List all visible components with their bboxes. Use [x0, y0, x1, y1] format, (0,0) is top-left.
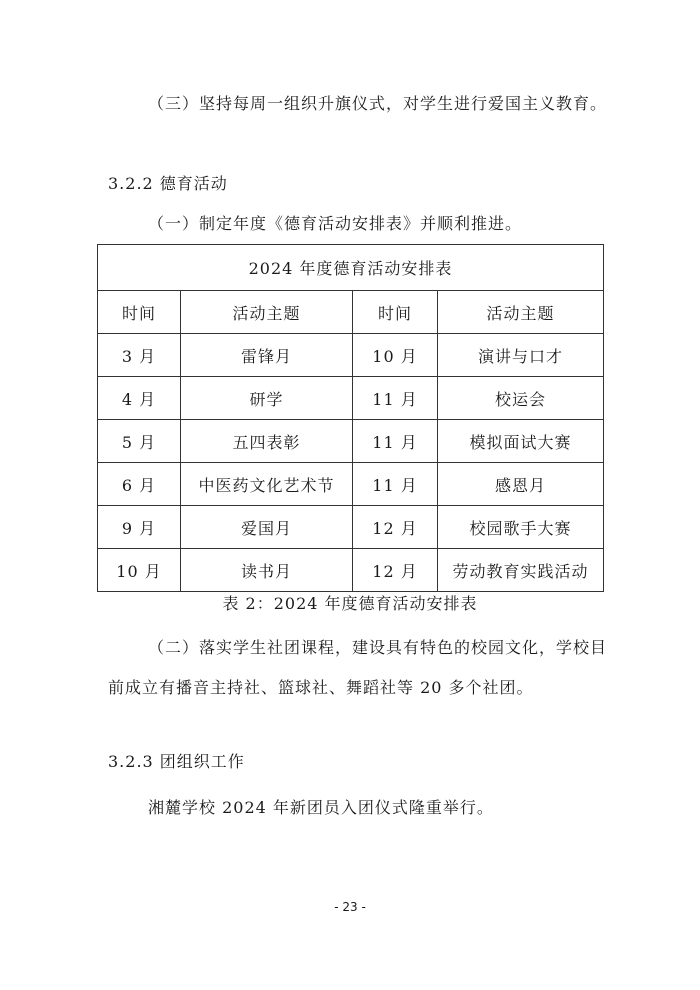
header-cell: 时间 [98, 291, 181, 334]
section-heading-league-work: 3.2.3 团组织工作 [108, 752, 245, 771]
table-cell: 4 月 [98, 377, 181, 420]
table-cell: 劳动教育实践活动 [438, 549, 604, 592]
header-cell: 活动主题 [438, 291, 604, 334]
table-caption: 表 2：2024 年度德育活动安排表 [222, 594, 478, 613]
activity-schedule-table [97, 244, 604, 592]
table-cell: 9 月 [98, 506, 181, 549]
table-cell: 12 月 [353, 549, 438, 592]
table-cell: 模拟面试大赛 [438, 420, 604, 463]
page-number: - 23 - [334, 900, 366, 914]
paragraph-annual-schedule: （一）制定年度《德育活动安排表》并顺利推进。 [148, 214, 523, 233]
table-cell: 11 月 [353, 420, 438, 463]
paragraph-flag-ceremony: （三）坚持每周一组织升旗仪式，对学生进行爱国主义教育。 [148, 94, 608, 113]
table-cell: 5 月 [98, 420, 181, 463]
table-cell: 3 月 [98, 334, 181, 377]
table-cell: 五四表彰 [181, 420, 353, 463]
table-cell: 读书月 [181, 549, 353, 592]
table-cell: 12 月 [353, 506, 438, 549]
header-cell: 时间 [353, 291, 438, 334]
table-cell: 10 月 [353, 334, 438, 377]
table-cell: 爱国月 [181, 506, 353, 549]
paragraph-student-clubs: （二）落实学生社团课程，建设具有特色的校园文化，学校目前成立有播音主持社、篮球社、舞蹈社等 20 多个社团。 [108, 638, 608, 697]
table-row [98, 334, 604, 377]
table-row [98, 420, 604, 463]
table-row [98, 506, 604, 549]
table-cell: 6 月 [98, 463, 181, 506]
table-cell: 11 月 [353, 463, 438, 506]
paragraph-new-members: 湘麓学校 2024 年新团员入团仪式隆重举行。 [148, 798, 494, 817]
table-cell: 10 月 [98, 549, 181, 592]
table-row [98, 463, 604, 506]
section-heading-moral-activities: 3.2.2 德育活动 [108, 174, 228, 193]
table-cell: 11 月 [353, 377, 438, 420]
table-cell: 校运会 [438, 377, 604, 420]
table-title-row [98, 245, 604, 291]
table-cell: 感恩月 [438, 463, 604, 506]
table-cell: 演讲与口才 [438, 334, 604, 377]
table-header-row [98, 291, 604, 334]
table-cell: 校园歌手大赛 [438, 506, 604, 549]
table-cell: 研学 [181, 377, 353, 420]
table-title: 2024 年度德育活动安排表 [98, 245, 604, 291]
header-cell: 活动主题 [181, 291, 353, 334]
table-row [98, 377, 604, 420]
table-cell: 雷锋月 [181, 334, 353, 377]
table-cell: 中医药文化艺术节 [181, 463, 353, 506]
table-row [98, 549, 604, 592]
